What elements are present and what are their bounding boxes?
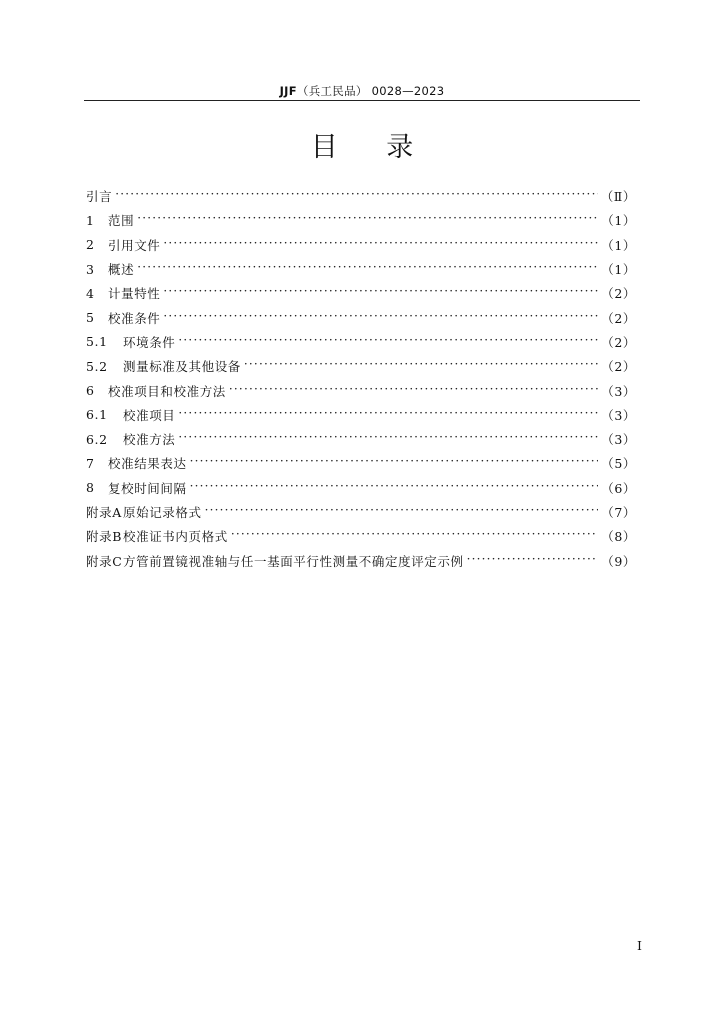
- toc-entry-number: 6.2: [86, 431, 108, 447]
- toc-entry[interactable]: [86, 354, 636, 378]
- toc-dot-leader: [163, 239, 598, 251]
- toc-entry[interactable]: [86, 378, 636, 402]
- toc-entry-page: （5）: [601, 456, 636, 472]
- toc-entry[interactable]: [86, 208, 636, 232]
- toc-entry[interactable]: [86, 184, 636, 208]
- toc-entry-number: 5: [86, 310, 95, 326]
- toc-entry-page: （9）: [601, 553, 636, 569]
- toc-entry-number: 附录C: [86, 553, 123, 569]
- toc-entry-number: 3: [86, 261, 95, 277]
- toc-entry-label: 范围: [108, 213, 135, 229]
- toc-entry[interactable]: [86, 257, 636, 281]
- toc-dot-leader: [229, 385, 598, 397]
- toc-entry-page: （2）: [601, 286, 636, 302]
- toc-entry-label: 环境条件: [123, 334, 176, 350]
- running-header: [84, 82, 640, 100]
- toc-entry-number: 6.1: [86, 407, 108, 423]
- toc-entry[interactable]: [86, 476, 636, 500]
- toc-dot-leader: [163, 287, 598, 299]
- toc-entry[interactable]: [86, 451, 636, 475]
- toc-entry-label: 校准项目和校准方法: [108, 383, 226, 399]
- toc-entry-page: （2）: [601, 334, 636, 350]
- toc-entry-label: 引用文件: [108, 237, 161, 253]
- toc-dot-leader: [178, 433, 598, 445]
- toc-dot-leader: [137, 214, 598, 226]
- toc-entry[interactable]: [86, 330, 636, 354]
- toc-entry-page: （7）: [601, 505, 636, 520]
- toc-entry-number: 5.1: [86, 334, 108, 350]
- toc-entry[interactable]: [86, 524, 636, 548]
- toc-entry-page: （1）: [601, 237, 636, 253]
- toc-entry-number: 7: [86, 455, 95, 471]
- toc-dot-leader: [178, 409, 598, 421]
- toc-dot-leader: [190, 482, 599, 494]
- toc-entry-label: 引言: [86, 189, 113, 205]
- toc-dot-leader: [190, 457, 599, 469]
- page-title: 目 录: [310, 132, 434, 163]
- toc-entry-label: 复校时间间隔: [108, 480, 187, 496]
- toc-entry[interactable]: [86, 500, 636, 524]
- toc-entry-page: （3）: [601, 407, 636, 423]
- toc-entry-label: 方管前置镜视准轴与任一基面平行性测量不确定度评定示例: [123, 553, 464, 569]
- standard-code: JJF: [279, 84, 297, 98]
- toc-entry-number: 2: [86, 237, 95, 253]
- header-rule: [84, 100, 640, 101]
- toc-entry-label: 计量特性: [108, 286, 161, 302]
- toc-entry-number: 附录B: [86, 529, 122, 545]
- toc-entry-page: （2）: [601, 359, 636, 375]
- toc-entry[interactable]: [86, 305, 636, 329]
- toc-entry-number: 1: [86, 212, 95, 228]
- toc-entry-number: 8: [86, 480, 95, 496]
- toc-entry-label: 校准方法: [123, 432, 176, 448]
- toc-entry[interactable]: [86, 548, 636, 572]
- toc-entry-page: （2）: [601, 310, 636, 326]
- table-of-contents: [86, 184, 636, 573]
- toc-dot-leader: [115, 190, 598, 202]
- toc-entry-label: 校准项目: [123, 407, 176, 423]
- toc-entry-page: （1）: [601, 213, 636, 229]
- toc-entry-page: （3）: [601, 383, 636, 399]
- toc-entry[interactable]: [86, 281, 636, 305]
- standard-number: （兵工民品） 0028—2023: [296, 84, 445, 98]
- toc-entry-label: 测量标准及其他设备: [123, 359, 241, 375]
- toc-dot-leader: [231, 530, 598, 542]
- toc-entry-page: （3）: [601, 432, 636, 448]
- toc-entry-page: （6）: [601, 480, 636, 496]
- toc-entry-number: 附录A: [86, 505, 122, 520]
- page-number: I: [637, 938, 642, 953]
- toc-entry-label: 概述: [108, 262, 135, 278]
- toc-entry-label: 校准证书内页格式: [123, 529, 228, 545]
- toc-entry-label: 校准结果表达: [108, 456, 187, 472]
- toc-entry[interactable]: [86, 403, 636, 427]
- toc-entry-number: 5.2: [86, 358, 108, 374]
- toc-dot-leader: [467, 555, 599, 567]
- toc-entry-label: 校准条件: [108, 310, 161, 326]
- toc-dot-leader: [163, 312, 598, 324]
- toc-entry-number: 6: [86, 383, 95, 399]
- toc-entry[interactable]: [86, 427, 636, 451]
- toc-entry-number: 4: [86, 285, 95, 301]
- toc-dot-leader: [244, 360, 598, 372]
- toc-dot-leader: [178, 336, 598, 348]
- toc-entry-page: （8）: [601, 529, 636, 545]
- toc-entry-page: （Ⅱ）: [600, 189, 636, 205]
- toc-entry[interactable]: [86, 233, 636, 257]
- toc-dot-leader: [137, 263, 598, 275]
- toc-entry-page: （1）: [601, 262, 636, 278]
- toc-dot-leader: [205, 506, 599, 518]
- toc-entry-label: 原始记录格式: [123, 505, 202, 520]
